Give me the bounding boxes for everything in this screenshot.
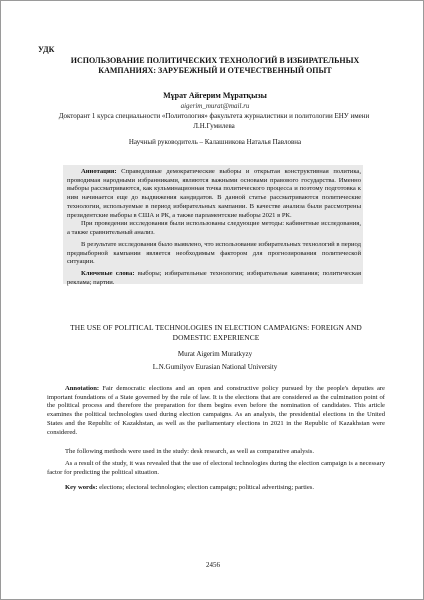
- supervisor-russian: Научный руководитель – Калашникова Наталья Павловна: [128, 138, 302, 146]
- author-english: Murat Aigerim Muratkyzy: [177, 350, 253, 358]
- abstract-english: [47, 385, 385, 437]
- keywords-label-russian: Ключевые слова:: [81, 270, 135, 277]
- methods-english: The following methods were used in the study: desk research, as well as comparative analysis.: [65, 448, 315, 455]
- result-russian: В результате исследования было выявлено, что использование избирательных технологий в период предвыборной кампании является необходимым фактором для прогнозирования политической ситуации.: [67, 241, 361, 266]
- title-english: THE USE OF POLITICAL TECHNOLOGIES IN ELECTION CAMPAIGNS: FOREIGN AND DOMESTIC EXPERIENCE: [70, 323, 362, 342]
- abstract-label-english: Annotation:: [65, 385, 100, 392]
- udk-label: УДК: [38, 45, 55, 54]
- abstract-text-english: Fair democratic elections and an open and constructive policy pursued by the people's deputies are important foundations of a State governed by the rule of law. It is the elections that are considered as the culmination point of the political process and therefore the preparation for them begins even before the nomination of candidates. This article examines the political technologies used during election campaigns. As an analysis, the presidential elections in the United States and the Republic of Kazakhstan, as well as the parliamentary elections in 2021 in the Republic of Kazakhstan were considered.: [47, 385, 385, 436]
- result-english: As a result of the study, it was revealed that the use of electoral technologies during the election campaign is a necessary factor for predicting the political situation.: [47, 460, 385, 476]
- keywords-text-russian: выборы; избирательные технологии; избирательная кампания; политическая реклама; партии.: [67, 270, 361, 286]
- affiliation-russian: Докторант 1 курса специальности «Политология» факультета журналистики и политологии ЕНУ имени Л.Н.Гумилева: [58, 112, 370, 130]
- author-email: aigerim_murat@mail.ru: [180, 102, 250, 110]
- affiliation-english: L.N.Gumilyov Eurasian National University: [152, 363, 278, 371]
- abstract-label-russian: Аннотация:: [81, 168, 117, 175]
- methods-russian: При проведении исследования были использованы следующие методы: кабинетные исследования, а также сравнительный анализ.: [67, 220, 361, 236]
- title-russian: ИСПОЛЬЗОВАНИЕ ПОЛИТИЧЕСКИХ ТЕХНОЛОГИЙ В ИЗБИРАТЕЛЬНЫХ КАМПАНИЯХ: ЗАРУБЕЖНЫЙ И ОТЕЧЕСТВЕННЫЙ ОПЫТ: [70, 56, 360, 75]
- keywords-text-english: elections; electoral technologies; election campaign; political advertising; parties.: [97, 484, 315, 491]
- keywords-russian: [67, 270, 361, 287]
- abstract-text-russian: Справедливые демократические выборы и открытая конструктивная политика, проводимая народными избранниками, являются важными основами правового государства. Именно выборы рассматриваются, как кульминационная точка политического процесса и поэтому подготовка к ним начинается еще до выдвижения кандидатов. В данной статье рассматриваются политические технологии, используемые в период избирательных кампании. В качестве анализа были рассмотрены президентские выборы в США и РК, а также парламентские выборы 2021 в РК.: [67, 168, 361, 219]
- abstract-russian: [67, 168, 361, 220]
- keywords-english: [47, 484, 385, 493]
- page-number: 2456: [206, 561, 220, 569]
- keywords-label-english: Key words:: [65, 484, 98, 491]
- author-russian: Мұрат Айгерим Мұратқызы: [163, 91, 267, 100]
